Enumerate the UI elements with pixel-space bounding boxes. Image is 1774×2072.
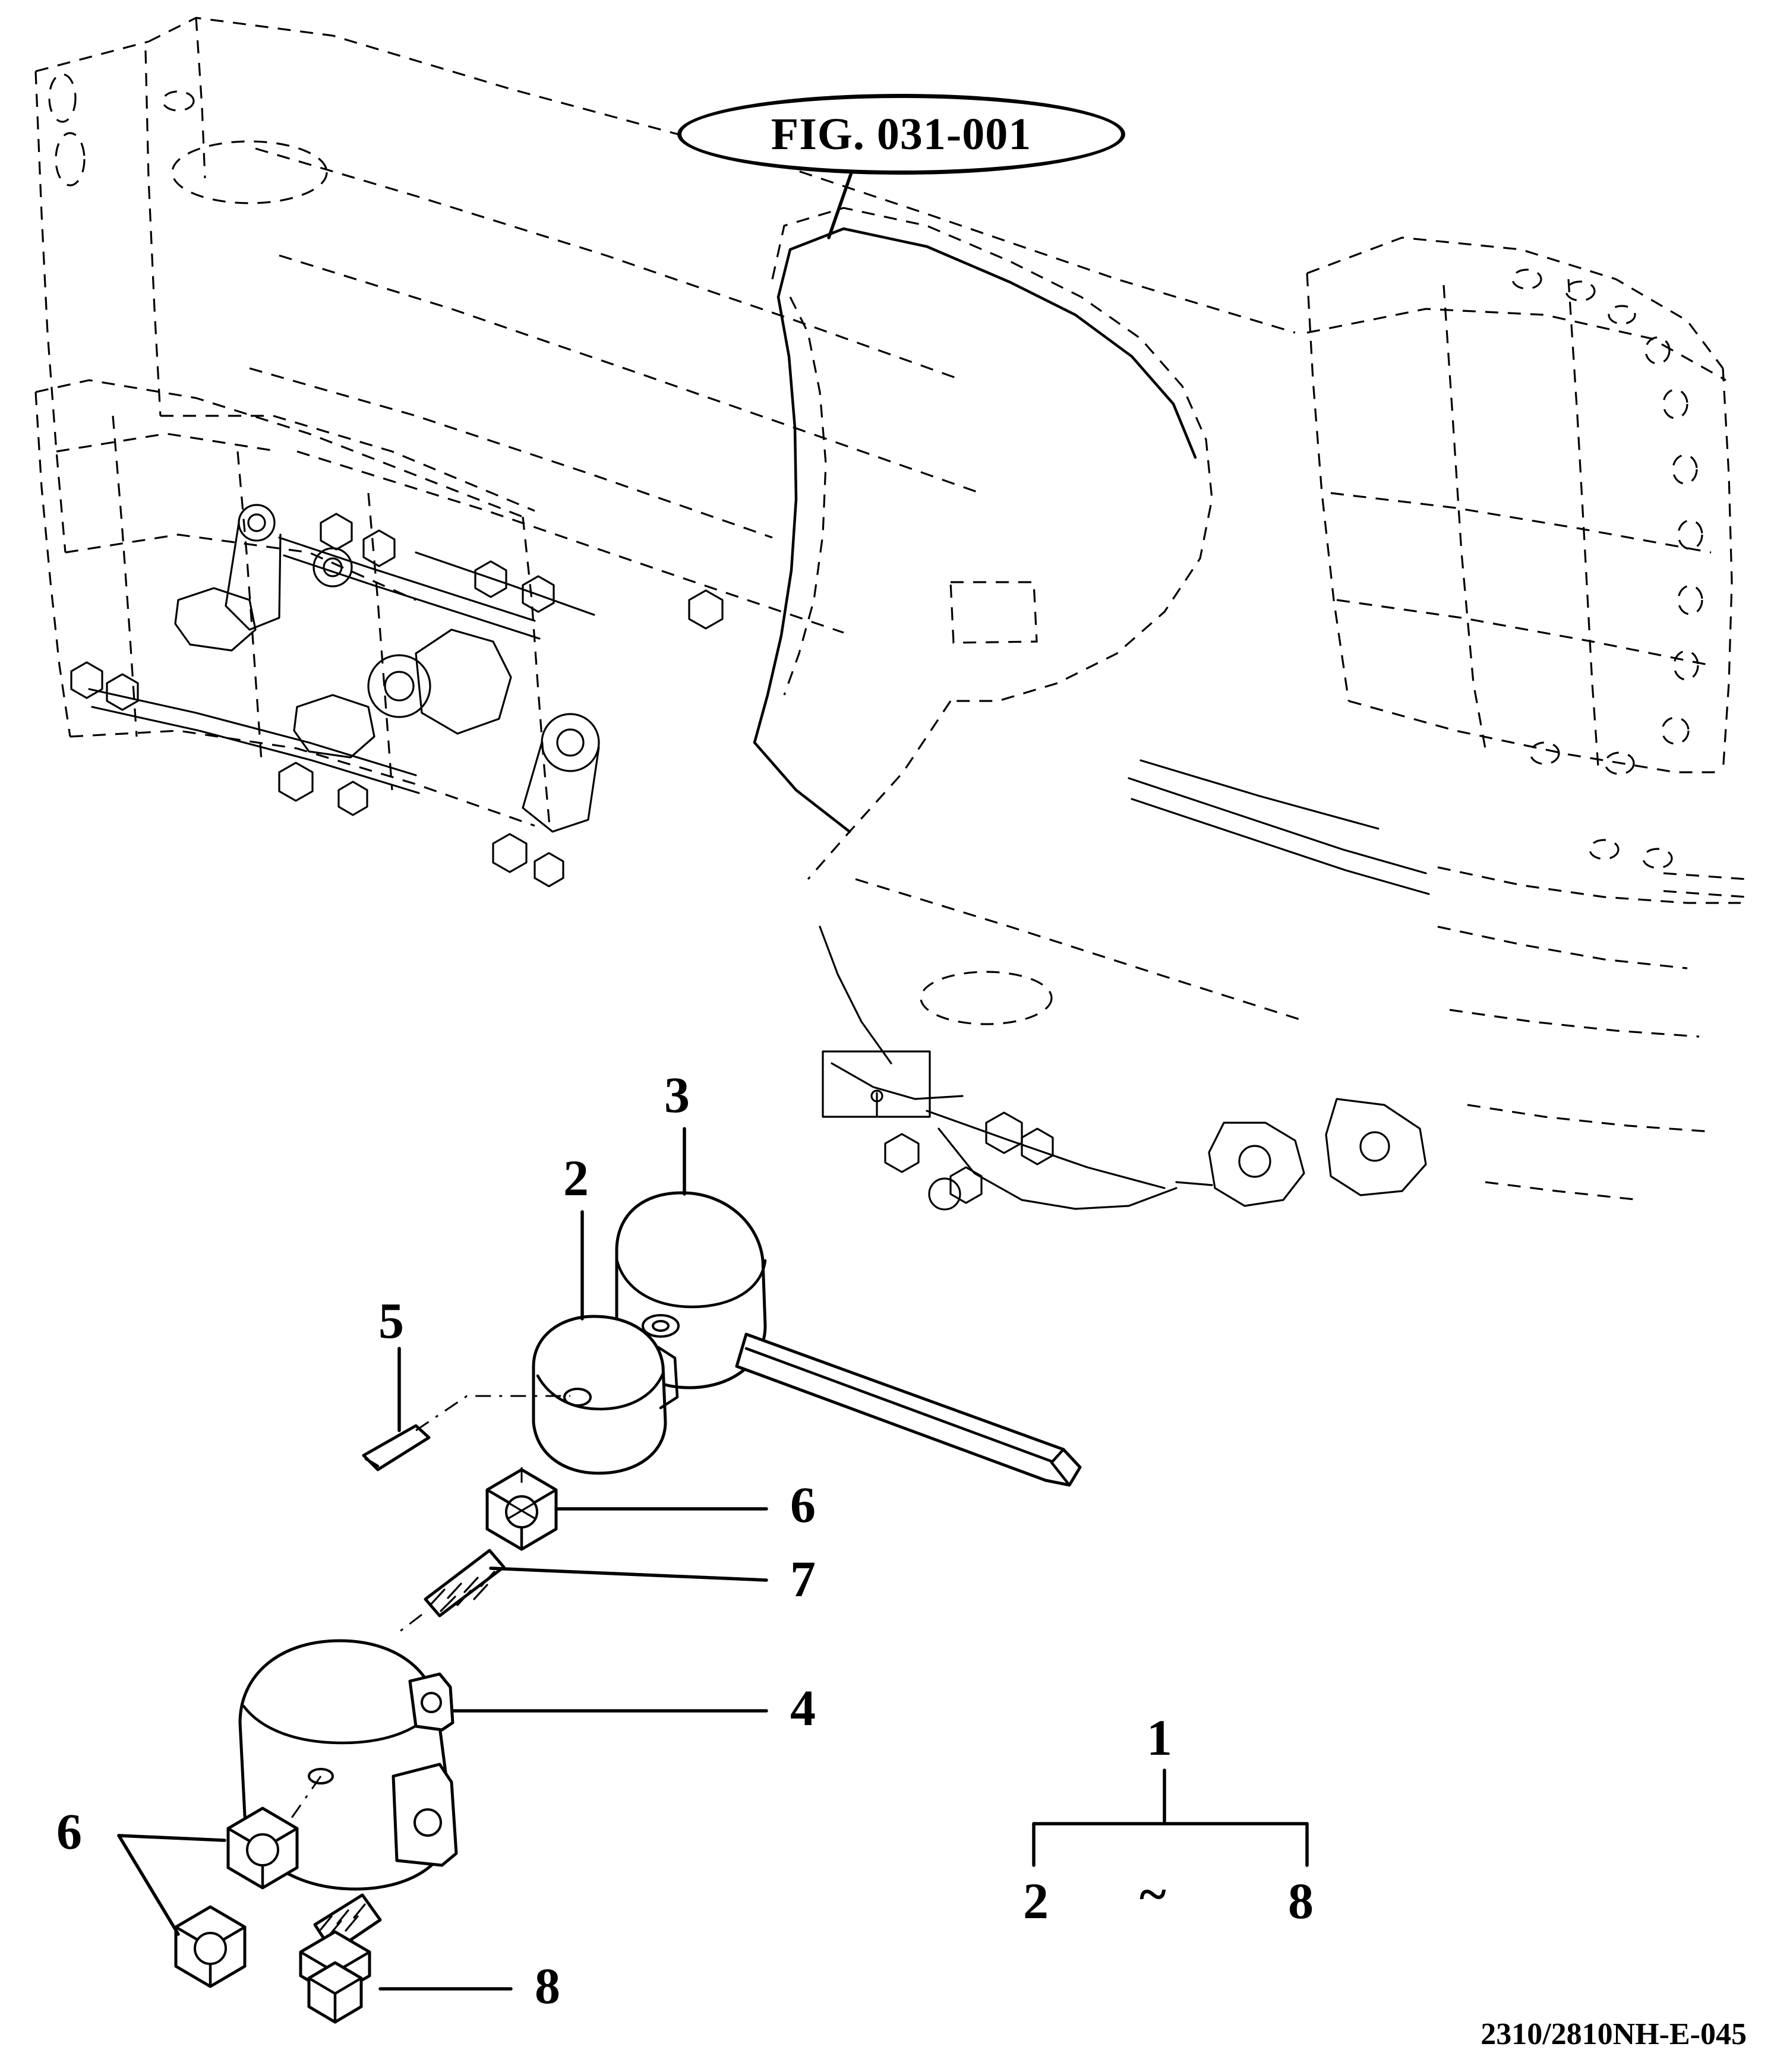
callout-7: 7 [790,1550,816,1607]
group-range-to: 8 [1288,1872,1314,1929]
transmission-housing-phantom [36,18,1747,1209]
figure-reference-bubble: FIG. 031-001 [677,94,1125,175]
leader-7 [491,1568,766,1580]
part-6-locknut-lower-b [176,1907,245,1986]
leader-6-lower-a [119,1836,225,1840]
callout-2: 2 [563,1149,589,1206]
group-bracket-label-1: 1 [1147,1709,1172,1766]
callout-6-lower: 6 [56,1803,82,1860]
callout-6-upper: 6 [790,1476,816,1533]
callout-8: 8 [535,1957,560,2014]
part-8-bolt [301,1895,380,2022]
part-7-threaded-stud [425,1550,504,1616]
part-3-drum-with-shaft [617,1193,1080,1485]
callout-3: 3 [664,1066,690,1123]
part-5-pin [364,1426,429,1470]
group-bracket [1034,1770,1307,1865]
group-range-from: 2 [1023,1872,1049,1929]
sheet-code: 2310/2810NH-E-045 [1481,2017,1747,2051]
callout-4: 4 [790,1679,816,1736]
leader-6-lower-b [119,1836,178,1934]
part-7-assembly-axis [397,1615,422,1634]
callout-5: 5 [378,1292,404,1349]
group-range-separator: ~ [1139,1865,1166,1922]
